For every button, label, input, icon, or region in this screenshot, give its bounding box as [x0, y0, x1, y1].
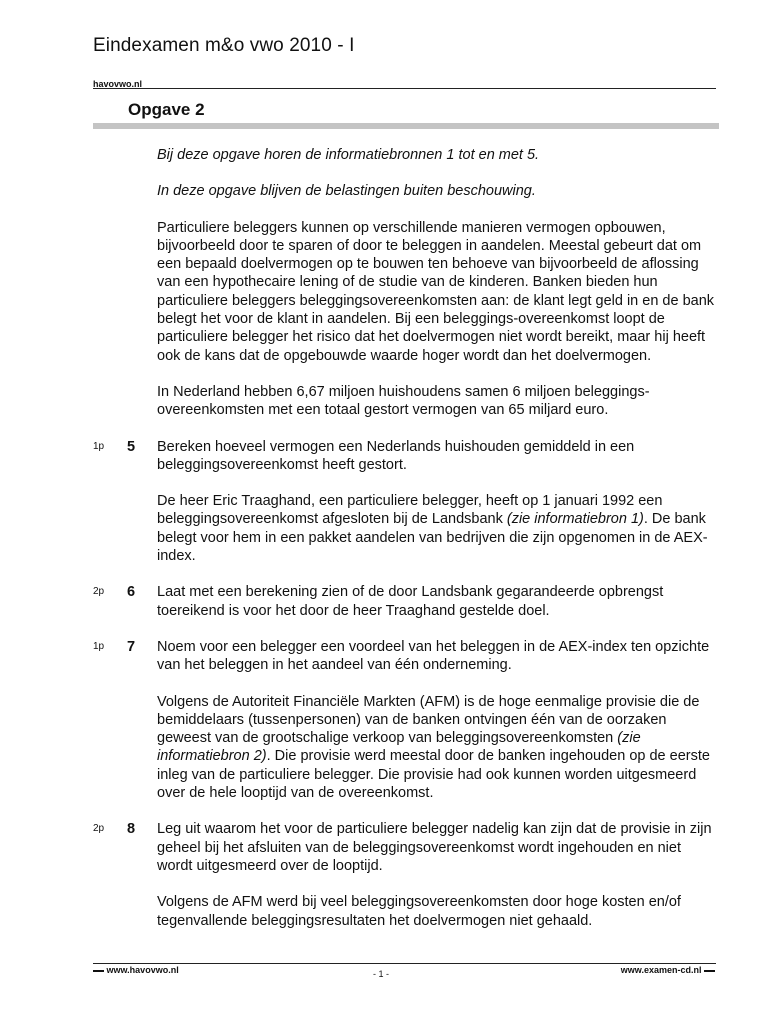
page-number: - 1 -: [373, 969, 390, 979]
question-text: Laat met een berekening zien of de door Landsbank gegarandeerde opbrengst toereikend is voor het door de heer Traaghand gestelde doel.: [157, 584, 664, 619]
question-8: [0, 820, 768, 875]
question-text: Bereken hoeveel vermogen een Nederlands huishouden gemiddeld in een beleggingsovereenkomst heeft gestort.: [157, 438, 635, 473]
intro-sources-line: Bij deze opgave horen de informatiebronnen 1 tot en met 5.: [157, 147, 540, 163]
afm-text-a: Volgens de Autoriteit Financiële Markten (AFM) is de hoge eenmalige provisie die de bemiddelaars (tussenpersonen) van de banken ontvingen één van de oorzaken geweest van de grootschalige verkoop van beleggingsovereenkomsten: [157, 693, 700, 747]
afm-paragraph: [157, 693, 717, 803]
page-title: Eindexamen m&o vwo 2010 - I: [93, 35, 355, 56]
traaghand-paragraph: [157, 492, 717, 565]
question-text: Leg uit waarom het voor de particuliere belegger nadelig kan zijn dat de provisie in zijn geheel bij het afsluiten van de beleggingsovereenkomst wordt ingehouden en niet wordt uitgesmeerd over de looptijd.: [157, 821, 712, 874]
question-points: 2p: [93, 823, 105, 835]
dash-mark: [704, 970, 715, 972]
site-label: havovwo.nl: [93, 79, 143, 89]
footer-divider: [93, 963, 716, 964]
document-body: [0, 146, 768, 948]
intro-tax-line: In deze opgave blijven de belastingen buiten beschouwing.: [157, 183, 536, 200]
section-bar: [93, 123, 719, 129]
closing-paragraph: Volgens de AFM werd bij veel beleggingsovereenkomsten door hoge kosten en/of tegenvallende beleggingsresultaten het doelvermogen niet gehaald.: [157, 894, 681, 929]
header-divider: [93, 88, 716, 89]
traaghand-text-b: . De bank belegt voor hem in een pakket aandelen van bedrijven die zijn opgenomen in de AEX-index.: [157, 511, 708, 565]
section-title: Opgave 2: [128, 100, 205, 119]
question-number: 5: [127, 438, 136, 455]
question-number: 6: [127, 584, 136, 601]
intro-paragraph: Particuliere beleggers kunnen op verschillende manieren vermogen opbouwen, bijvoorbeeld door te sparen of door te beleggen in aandelen. Meestal gebeurt dat om een bepaald doelvermogen op te bouwen ten behoeve van bijvoorbeeld de aflossing van een hypothecaire lening of de studie van de kinderen. Banken bieden hun particuliere beleggers beleggingsovereenkomsten aan: de klant legt geld in en de bank belegt het voor de klant in aandelen. Bij een beleggings-overeenkomst loopt de particuliere belegger het risico dat het doelvermogen niet wordt bereikt, maar hij heeft ook de kans dat de opgebouwde waarde hoger wordt dan het doelvermogen.: [157, 219, 715, 364]
footer-right: [621, 965, 715, 975]
question-5: [0, 438, 768, 475]
footer-left: [93, 965, 179, 975]
question-points: 2p: [93, 586, 105, 598]
question-7: [0, 638, 768, 675]
footer-right-link[interactable]: www.examen-cd.nl: [620, 965, 702, 975]
traaghand-text-a: De heer Eric Traaghand, een particuliere belegger, heeft op 1 januari 1992 een beleggingsovereenkomst afgesloten bij de Landsbank: [157, 493, 663, 528]
footer-left-link[interactable]: www.havovwo.nl: [106, 965, 179, 975]
question-text: Noem voor een belegger een voordeel van het beleggen in de AEX-index ten opzichte van het beleggen in het aandeel van één onderneming.: [157, 638, 710, 674]
question-points: 1p: [93, 640, 105, 652]
question-6: [0, 583, 768, 620]
question-number: 8: [127, 821, 136, 838]
statistics-paragraph: In Nederland hebben 6,67 miljoen huishoudens samen 6 miljoen beleggings-overeenkomsten met een totaal gestort vermogen van 65 miljard euro.: [157, 383, 650, 419]
dash-mark: [93, 970, 104, 972]
question-points: 1p: [93, 440, 105, 452]
traaghand-source-ref: (zie informatiebron 1): [506, 511, 644, 528]
afm-source-ref: (zie informatiebron 2): [157, 730, 641, 765]
question-number: 7: [127, 638, 136, 655]
afm-text-b: . Die provisie werd meestal door de banken ingehouden op de eerste inleg van de particuliere belegger. Die provisie had ook kunnen worden uitgesmeerd over de hele looptijd van de overeenkomst.: [157, 748, 710, 802]
